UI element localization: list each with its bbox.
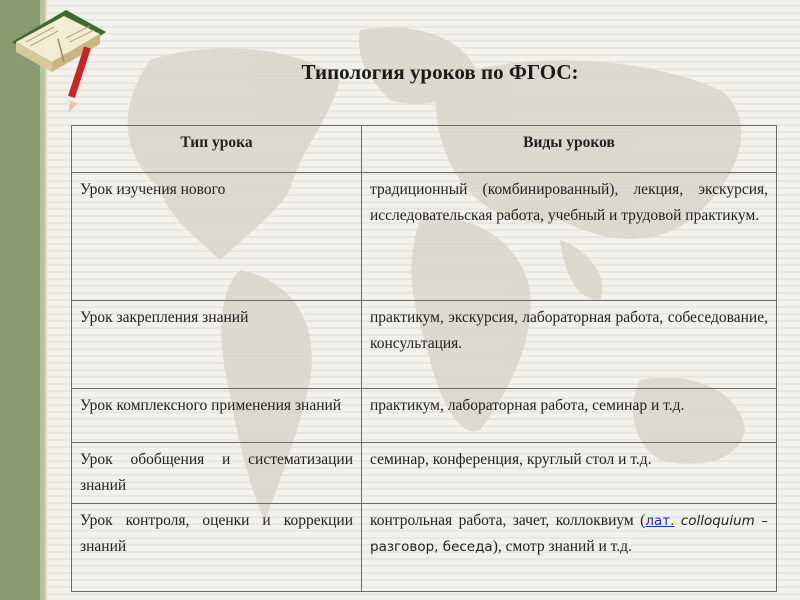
column-header-kinds: Виды уроков (362, 126, 777, 173)
table-row (72, 443, 777, 504)
page-title: Типология уроков по ФГОС: (301, 60, 579, 84)
table-row (72, 389, 777, 443)
table-header-row (72, 126, 777, 173)
lesson-type-cell: Урок закрепления знаний (72, 301, 362, 389)
latin-abbrev-link[interactable]: лат. (645, 513, 675, 529)
lesson-kinds-cell: практикум, лабораторная работа, семинар и т.д. (362, 389, 777, 443)
table-row (72, 301, 777, 389)
lesson-type-cell: Урок комплексного применения знаний (72, 389, 362, 443)
kinds-text-suffix: ), смотр знаний и т.д. (492, 538, 632, 555)
kinds-text-prefix: контрольная работа, зачет, коллоквиум ( (370, 512, 646, 529)
lesson-kinds-cell (362, 504, 777, 592)
latin-term: colloquium (680, 513, 755, 529)
table-row (72, 173, 777, 301)
lesson-type-cell: Урок изучения нового (72, 173, 362, 301)
lesson-kinds-cell: практикум, экскурсия, лабораторная работа, собеседование, консультация. (362, 301, 777, 389)
lesson-kinds-cell: традиционный (комбинированный), лекция, экскурсия, исследовательская работа, учебный и трудовой практикум. (362, 173, 777, 301)
table-row (72, 504, 777, 592)
lesson-kinds-cell: семинар, конференция, круглый стол и т.д. (362, 443, 777, 504)
lesson-typology-table (71, 125, 777, 592)
lesson-type-cell: Урок контроля, оценки и коррекции знаний (72, 504, 362, 592)
lesson-type-cell: Урок обобщения и систематизации знаний (72, 443, 362, 504)
column-header-type: Тип урока (72, 126, 362, 173)
translation-text: – разговор, беседа (370, 513, 768, 555)
